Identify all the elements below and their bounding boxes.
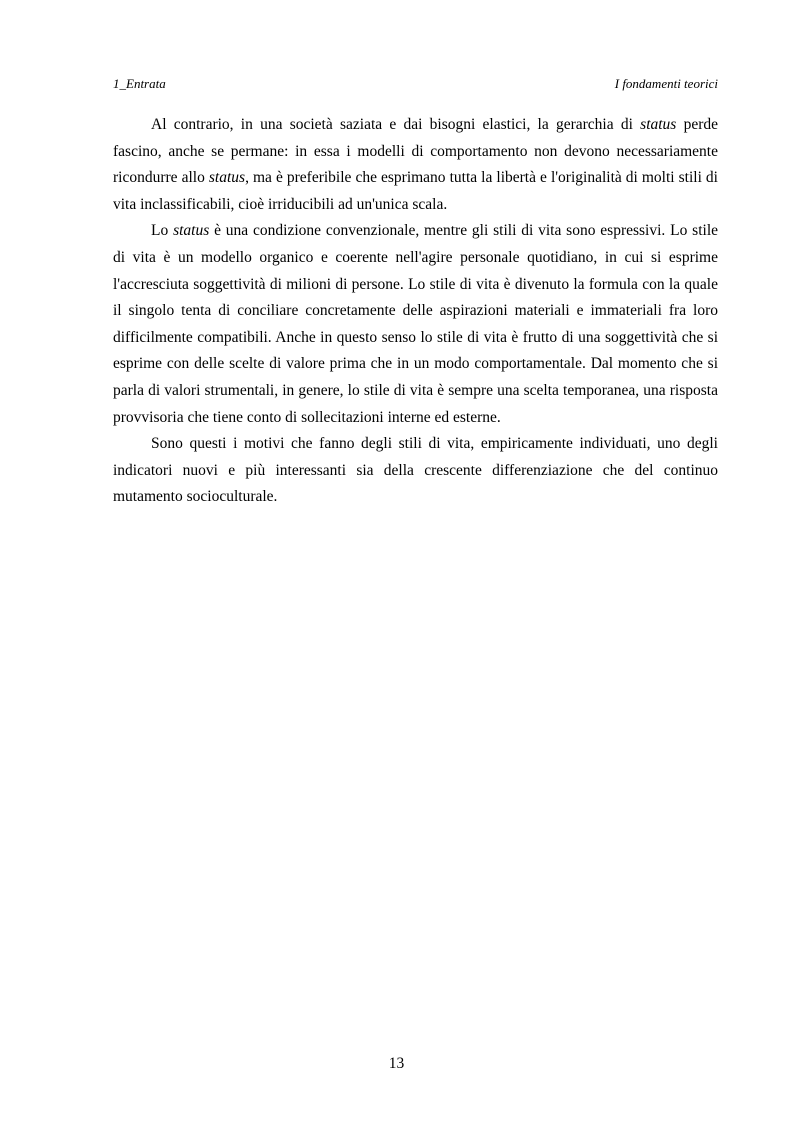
paragraph-1-emphasis: status (640, 116, 677, 133)
paragraph-2-text: è una condizione convenzionale, mentre gli stili di vita sono espressivi. Lo stile di vita è un modello organico e coerente nell'agire personale quotidiano, in cui si esprime l'accresciuta soggettività di milioni di persone. Lo stile di vita è divenuto la formula con la quale il singolo tenta di conciliare concretamente delle aspirazioni materiali e immateriali fra loro difficilmente compatibili. Anche in questo senso lo stile di vita è frutto di una soggettività che si esprime con delle scelte di valore prima che in un modo comportamentale. Dal momento che si parla di valori strumentali, in genere, lo stile di vita è sempre una scelta temporanea, una risposta provvisoria che tiene conto di sollecitazioni interne ed esterne. (113, 222, 719, 426)
running-header-chapter: 1_Entrata (113, 76, 166, 91)
paragraph-1 (113, 112, 718, 218)
paragraph-2 (113, 218, 718, 431)
page-number: 13 (388, 1055, 405, 1072)
paragraph-1-text: perde fascino, anche se permane: in essa i modelli di comportamento non devono necessariamente ricondurre allo (113, 116, 719, 187)
body-text (113, 112, 718, 511)
paragraph-2-text: Lo (151, 222, 174, 240)
paragraph-1-text: Al contrario, in una società saziata e dai bisogni elastici, la gerarchia di (151, 116, 641, 133)
paragraph-3-text: Sono questi i motivi che fanno degli stili di vita, empiricamente individuati, uno degli indicatori nuovi e più interessanti sia della crescente differenziazione che del continuo mutamento socioculturale. (113, 435, 718, 506)
paragraph-3 (113, 431, 718, 511)
paragraph-1-text: , ma è preferibile che esprimano tutta la libertà e l'originalità di molti stili di vita inclassificabili, cioè irriducibili ad un'unica scala. (113, 169, 718, 213)
running-header-section: I fondamenti teorici (614, 76, 718, 91)
paragraph-2-emphasis: status (173, 222, 210, 240)
paragraph-1-emphasis: status (208, 169, 246, 187)
